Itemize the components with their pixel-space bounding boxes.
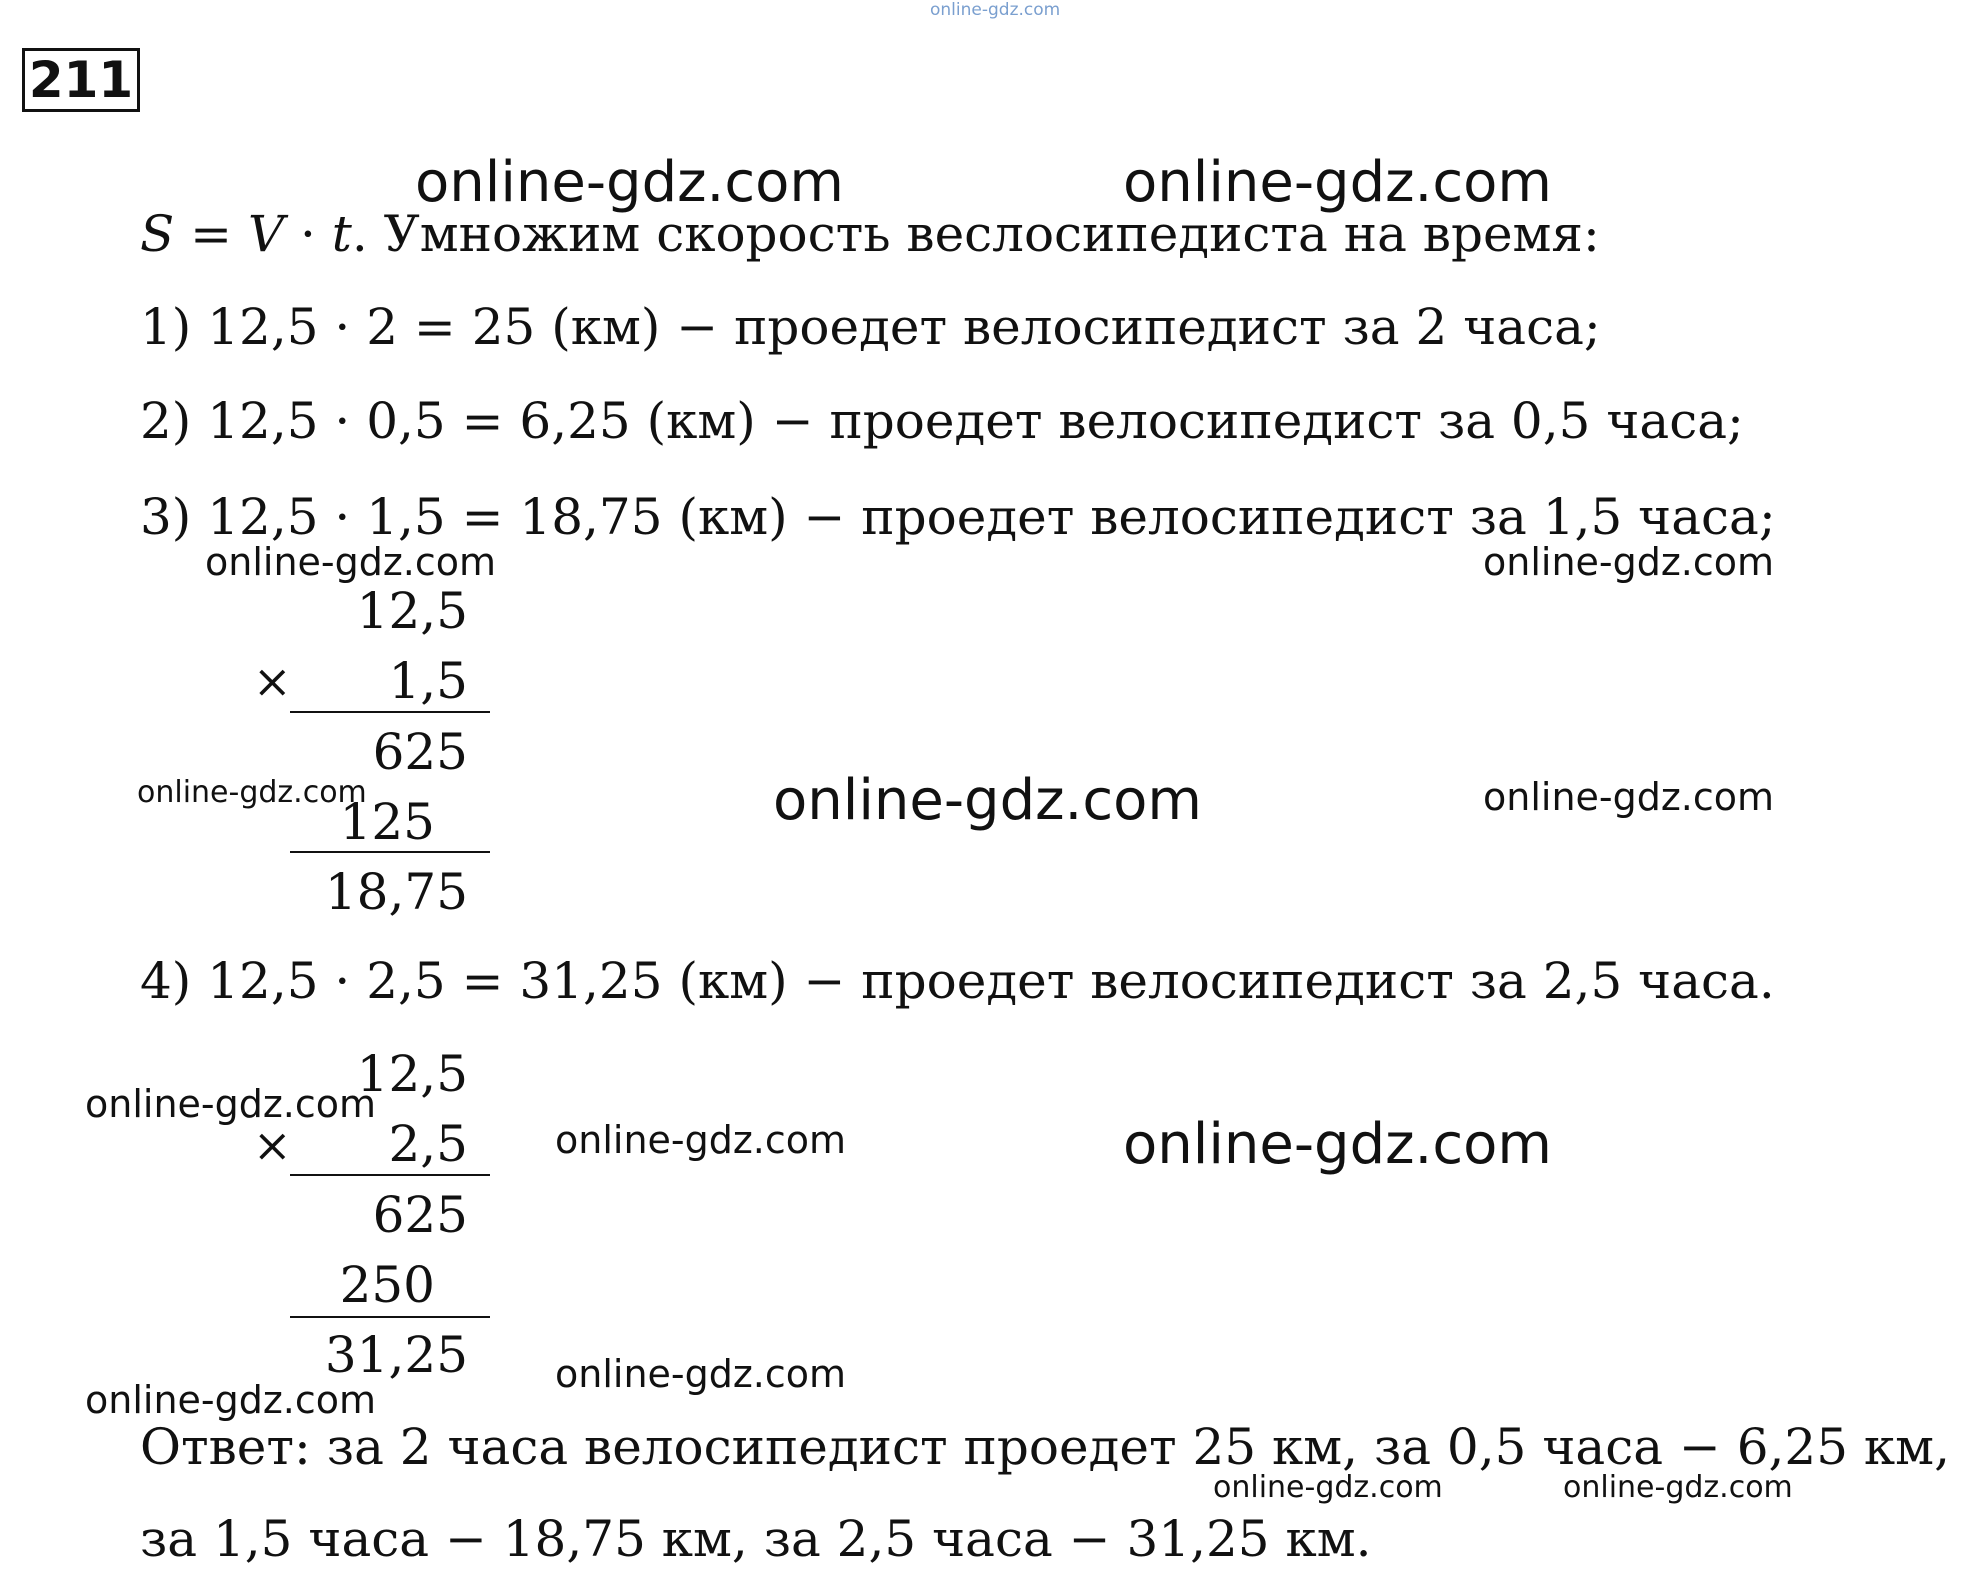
calc1-multiplicand: 12,5 <box>356 582 468 640</box>
calc1-multiplier: 1,5 <box>388 652 468 710</box>
formula-text: . Умножим скорость веслосипедиста на время: <box>351 205 1600 263</box>
calc1-result: 18,75 <box>324 863 468 921</box>
calc2-result: 31,25 <box>324 1326 468 1384</box>
watermark: online-gdz.com <box>1123 150 1552 215</box>
formula-dot: · <box>284 205 332 263</box>
calc1-partial-1: 625 <box>372 723 468 781</box>
watermark: online-gdz.com <box>1123 1112 1552 1177</box>
watermark: online-gdz.com <box>137 775 367 810</box>
watermark: online-gdz.com <box>1483 540 1775 584</box>
calc2-multiply-sign: × <box>253 1118 292 1172</box>
watermark: online-gdz.com <box>85 1082 377 1126</box>
calc1-multiply-sign: × <box>253 654 292 708</box>
problem-number: 211 <box>22 48 140 112</box>
answer-line-2: за 1,5 часа − 18,75 км, за 2,5 часа − 31,25 км. <box>140 1510 1372 1568</box>
formula-t: t <box>331 205 352 263</box>
formula-v: V <box>247 205 285 263</box>
step-1: 1) 12,5 · 2 = 25 (км) − проедет велосипедист за 2 часа; <box>140 298 1601 356</box>
calc1-line-1 <box>290 711 490 713</box>
watermark: online-gdz.com <box>205 540 497 584</box>
formula-eq: = <box>174 205 248 263</box>
step-4: 4) 12,5 · 2,5 = 31,25 (км) − проедет велосипедист за 2,5 часа. <box>140 952 1775 1010</box>
calc2-line-2 <box>290 1316 490 1318</box>
watermark: online-gdz.com <box>1563 1470 1793 1505</box>
step-3: 3) 12,5 · 1,5 = 18,75 (км) − проедет велосипедист за 1,5 часа; <box>140 488 1776 546</box>
calc1-line-2 <box>290 851 490 853</box>
calc2-multiplicand: 12,5 <box>356 1045 468 1103</box>
formula-line <box>140 205 1600 263</box>
calc2-multiplier: 2,5 <box>388 1115 468 1173</box>
watermark: online-gdz.com <box>555 1118 847 1162</box>
watermark: online-gdz.com <box>415 150 844 215</box>
watermark: online-gdz.com <box>85 1378 377 1422</box>
watermark: online-gdz.com <box>1483 775 1775 819</box>
calc2-partial-1: 625 <box>372 1186 468 1244</box>
calc2-partial-2: 250 <box>339 1256 435 1314</box>
formula-s: S <box>140 205 175 263</box>
watermark: online-gdz.com <box>555 1352 847 1396</box>
calc2-line-1 <box>290 1174 490 1176</box>
top-watermark: online-gdz.com <box>930 0 1061 20</box>
step-2: 2) 12,5 · 0,5 = 6,25 (км) − проедет велосипедист за 0,5 часа; <box>140 392 1744 450</box>
answer-line-1: Ответ: за 2 часа велосипедист проедет 25 км, за 0,5 часа − 6,25 км, <box>140 1418 1950 1476</box>
calc1-partial-2: 125 <box>339 793 435 851</box>
watermark: online-gdz.com <box>1213 1470 1443 1505</box>
watermark: online-gdz.com <box>773 768 1202 833</box>
